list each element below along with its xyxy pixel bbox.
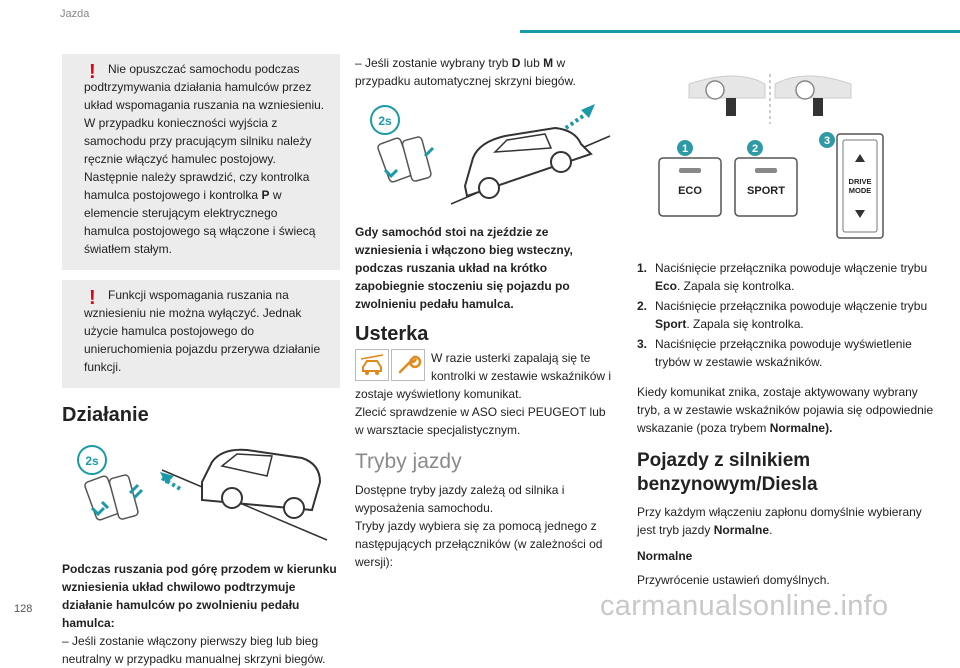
step-number: 1.	[637, 261, 648, 275]
section-heading-usterka: Usterka	[355, 323, 429, 345]
warning-box-2	[62, 280, 340, 388]
automatic-gearbox-text	[355, 54, 617, 90]
section-heading-dzialanie: Działanie	[62, 404, 149, 426]
switch-2-number: 2	[751, 143, 759, 155]
sport-label: SPORT	[747, 185, 785, 197]
timer-2s-label: 2s	[85, 454, 99, 468]
default-b: Normalne	[713, 523, 770, 537]
section-heading-petrol-diesel: Pojazdy z silnikiem benzynowym/Diesla	[637, 450, 818, 495]
fault-warning-lights	[355, 349, 425, 381]
fault-block	[355, 349, 617, 439]
warning2-first-line: Funkcji wspomagania ruszania na	[108, 288, 289, 302]
page-number: 128	[14, 603, 33, 615]
fault-text-2: Zlecić sprawdzenie w ASO sieci PEUGEOT lub w warsztacie specjalistycznym.	[355, 405, 606, 437]
warning1-tail: w elemencie sterującym elektrycznego hamulca postojowego są włączone i świecą światłem stałym.	[84, 188, 316, 256]
warning2-text: wzniesieniu nie można wyłączyć. Jednak użycie hamulca postojowego do unieruchomienia pojazdu przerywa działanie funkcji.	[84, 306, 321, 374]
running-header: Jazda	[60, 8, 90, 20]
warning1-p: P	[261, 188, 270, 202]
timer-2s-label: 2s	[378, 114, 392, 128]
after-a: Kiedy komunikat znika, zostaje aktywowany wybrany tryb, a w zestawie wskaźników pojawia się odpowiednie wskazanie (poza trybem	[637, 385, 934, 435]
mode-steps-list	[637, 259, 937, 371]
step-item	[637, 297, 937, 333]
warning1-first-line: Nie opuszczać samochodu podczas	[108, 62, 300, 76]
modes-text-1: Dostępne tryby jazdy zależą od silnika i wyposażenia samochodu.	[355, 483, 565, 515]
step-text: Naciśnięcie przełącznika powoduje wyświetlenie trybów w zestawie wskaźników.	[655, 337, 912, 369]
mode-switches-illustration	[637, 54, 937, 249]
step-text: Naciśnięcie przełącznika powoduje włączenie trybu	[655, 299, 928, 313]
default-a: Przy każdym włączeniu zapłonu domyślnie wybierany jest tryb jazdy	[637, 505, 922, 537]
downhill-reverse-illustration	[355, 96, 617, 211]
mode-d: D	[511, 56, 521, 70]
warning-box-1	[62, 54, 340, 270]
step-mode: Eco	[655, 279, 678, 293]
after-message-text	[637, 383, 937, 437]
uphill-start-illustration	[62, 438, 340, 548]
step-item	[637, 259, 937, 295]
step-tail: . Zapala się kontrolka.	[686, 317, 804, 331]
normalne-text: Przywrócenie ustawień domyślnych.	[637, 573, 830, 587]
default-c: .	[769, 523, 773, 537]
section-heading-tryby-jazdy: Tryby jazdy	[355, 450, 462, 473]
drive-mode-label-line1: DRIVE	[848, 177, 872, 186]
subheading-normalne: Normalne	[637, 549, 693, 563]
downhill-bold-text: Gdy samochód stoi na zjeździe ze wzniesienia i włączono bieg wsteczny, podczas ruszania układ na krótko zapobiegnie stoczeniu się pojazdu po zwolnieniu pedału hamulca.	[355, 225, 573, 311]
watermark: carmanualsonline.info	[600, 590, 889, 622]
dash-lub: lub	[523, 56, 540, 70]
drive-mode-label-line2: MODE	[848, 186, 872, 195]
switch-1-number: 1	[681, 143, 689, 155]
cluster-view-left	[689, 76, 765, 116]
modes-text-2: Tryby jazdy wybiera się za pomocą jednego z następujących przełączników (w zależności od wersji):	[355, 519, 603, 569]
step-tail: . Zapala się kontrolka.	[677, 279, 795, 293]
step-mode: Sport	[655, 317, 687, 331]
column-2	[355, 54, 617, 571]
eco-label: ECO	[678, 185, 702, 197]
warning-exclamation-icon: !	[89, 287, 96, 309]
step-text: Naciśnięcie przełącznika powoduje włączenie trybu	[655, 261, 928, 275]
column-1	[62, 54, 340, 668]
warning-exclamation-icon: !	[89, 61, 96, 83]
switch-3-number: 3	[823, 135, 831, 147]
uphill-bold-text: Podczas ruszania pod górę przodem w kierunku wzniesienia układ chwilowo podtrzymuje działanie hamulców po zwolnieniu pedału hamulca:	[62, 562, 337, 630]
dash-b: w przypadku automatycznej skrzyni biegów.	[355, 56, 576, 88]
column-3	[637, 54, 937, 589]
fault-text: W razie usterki zapalają się te kontrolki w zestawie wskaźników i zostaje wyświetlony komunikat.	[355, 351, 612, 401]
dash-a: – Jeśli zostanie wybrany tryb	[355, 56, 509, 70]
step-number: 2.	[637, 299, 648, 313]
mode-m: M	[543, 56, 554, 70]
header-accent-bar	[520, 30, 960, 33]
uphill-dash-text: – Jeśli zostanie włączony pierwszy bieg lub bieg neutralny w przypadku manualnej skrzyni biegów.	[62, 634, 326, 666]
warning1-text: podtrzymywania działania hamulców przez układ wspomagania ruszania na wzniesieniu. W przypadku konieczności wyjścia z samochodu przy pracującym silniku należy ręcznie włączyć hamulec postojowy. Następnie należy sprawdzić, czy kontrolka hamulca postojowego i kontrolka	[84, 80, 325, 202]
default-mode-text	[637, 503, 937, 539]
cluster-view-right	[775, 76, 851, 116]
hill-assist-fault-icon	[355, 349, 389, 381]
after-b: Normalne).	[769, 421, 833, 435]
step-number: 3.	[637, 337, 648, 351]
wrench-service-icon	[391, 349, 425, 381]
step-item	[637, 335, 937, 371]
